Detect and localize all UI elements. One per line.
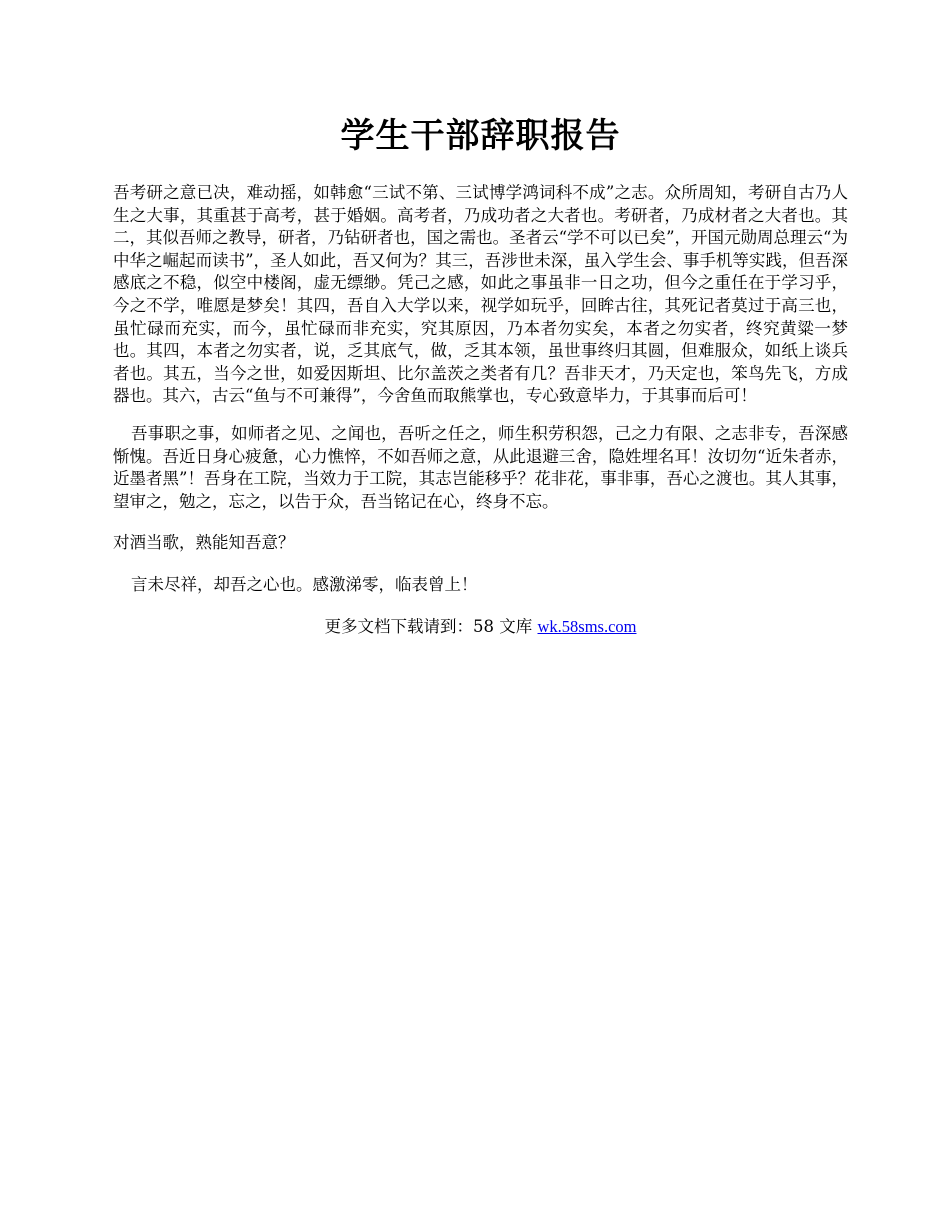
paragraph-2: 吾事职之事，如师者之见、之闻也，吾听之任之，师生积劳积怨，己之力有限、之志非专，吾深感惭愧。吾近日身心疲惫，心力憔悴，不如吾师之意，从此退避三舍，隐姓埋名耳！汝切勿“近朱者赤，近墨者黑”！吾身在工院，当效力于工院，其志岂能移乎？花非花，事非事，吾心之渡也。其人其事，望审之，勉之，忘之，以告于众，吾当铭记在心，终身不忘。	[113, 423, 848, 511]
document-page	[113, 0, 848, 638]
paragraph-1: 吾考研之意已决，难动摇，如韩愈“三试不第、三试博学鸿词科不成”之志。众所周知，考研自古乃人生之大事，其重甚于高考，甚于婚姻。高考者，乃成功者之大者也。考研者，乃成材者之大者也。其二，其似吾师之教导，研者，乃钻研者也，国之需也。圣者云“学不可以已矣”，开国元勋周总理云“为中华之崛起而读书”，圣人如此，吾又何为？其三，吾涉世未深，虽入学生会、事手机等实践，但吾深感底之不稳，似空中楼阁，虚无缥缈。凭己之感，如此之事虽非一日之功，但今之重任在于学习乎，今之不学，唯愿是梦矣！其四，吾自入大学以来，视学如玩乎，回眸古往，其死记者莫过于高三也，虽忙碌而充实，而今，虽忙碌而非充实，究其原因，乃本者勿实矣，本者之勿实者，终究黄粱一梦也。其四，本者之勿实者，说，乏其底气，做，乏其本领，虽世事终归其圆，但难服众，如纸上谈兵者也。其五，当今之世，如爱因斯坦、比尔盖茨之类者有几？吾非天才，乃天定也，笨鸟先飞，方成器也。其六，古云“鱼与不可兼得”，今舍鱼而取熊掌也，专心致意毕力，于其事而后可！	[113, 183, 848, 406]
footer	[113, 616, 848, 638]
footer-text: 更多文档下载请到：58 文库	[324, 616, 538, 636]
document-title: 学生干部辞职报告	[340, 116, 621, 156]
paragraph-3: 对酒当歌，熟能知吾意？	[113, 533, 295, 553]
paragraph-4: 言未尽祥，却吾之心也。感激涕零，临表曾上！	[131, 574, 478, 594]
footer-link[interactable]: wk.58sms.com	[537, 616, 637, 636]
